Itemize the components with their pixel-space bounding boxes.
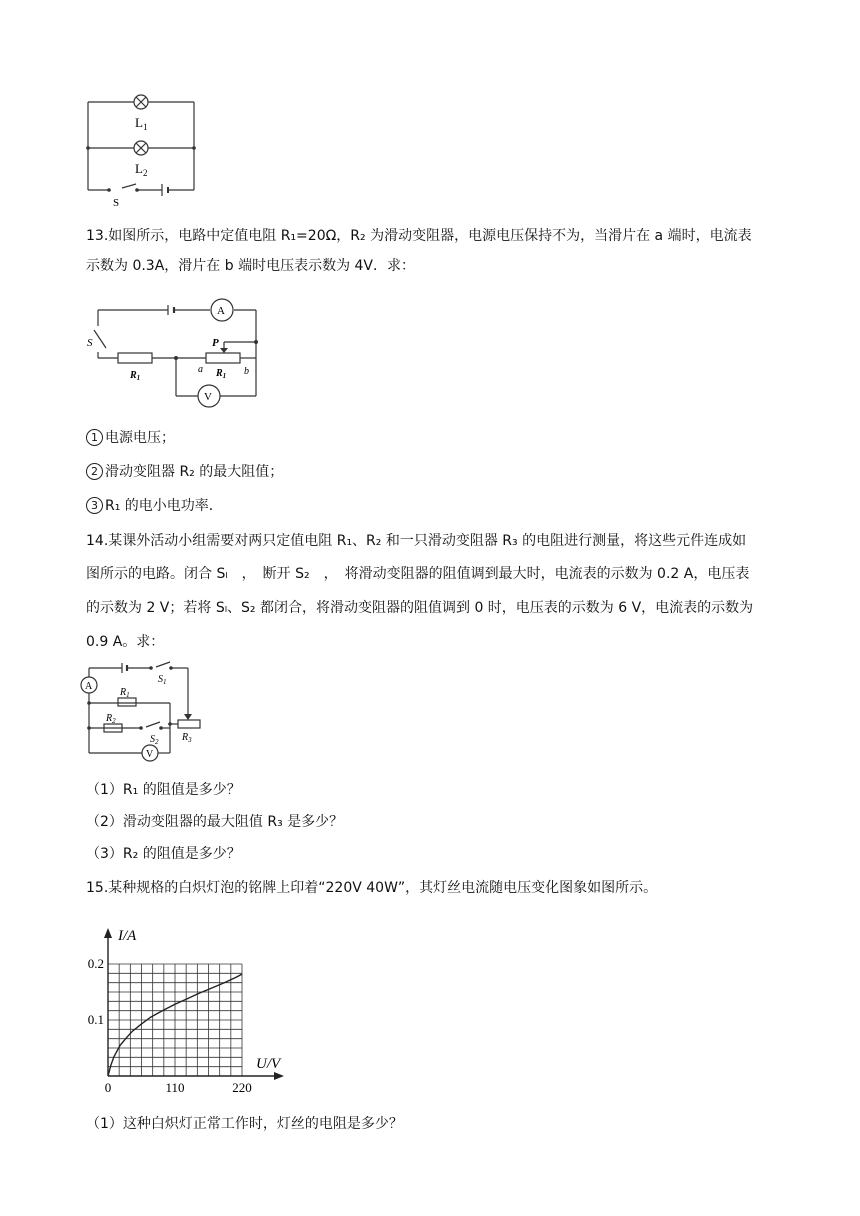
svg-text:R2: $R_2$ [106,713,116,725]
label-p: P [212,337,219,349]
label-s: S [113,197,120,209]
x-tick-label: 220 [232,1080,252,1094]
q13-item: 3 R₁ 的电小电功率． [86,496,786,516]
svg-text:R1: $R_1$ [120,687,130,699]
svg-text:A: A [85,681,93,692]
voltmeter-icon [142,745,158,761]
lamp-icon [134,95,148,109]
svg-text:L1: $L_1$ [135,115,148,132]
q14-item: （1）R₁ 的阻值是多少？ [86,782,241,798]
svg-text:A: A [217,305,225,317]
q14-text-line1: 14.某课外活动小组需要对两只定值电阻 R₁、R₂ 和一只滑动变阻器 R₃ 的电阻进行测量，将这些元件连成如 [86,533,747,549]
label-l2: L [135,161,143,176]
svg-text:V: V [204,391,212,403]
ammeter-icon [211,299,233,321]
label-r1: R [130,370,137,381]
q13-circuit-diagram [84,296,264,412]
svg-text:R1: $R_1$ [216,368,227,380]
q14-text-line4: 0.9 A。求： [86,634,165,650]
x-tick-label: 0 [104,1080,112,1094]
lamp-icon [134,141,148,155]
label-l1: L [135,115,143,130]
q14-circuit-diagram [80,658,230,768]
ammeter-icon [81,677,97,693]
q14-text-line3: 的示数为 2 V；若将 Sₗ、S₂ 都闭合，将滑动变阻器的阻值调到 0 时，电压表的示数为 6 V，电流表的示数为 [86,600,754,616]
svg-text:S2: $S_2$ [150,734,159,746]
q14-text-line2: 图所示的电路。闭合 Sₗ ， 断开 S₂ ， 将滑动变阻器的阻值调到最大时，电流表的示数为 0.2 A，电压表 [86,566,750,582]
label-s1: S [158,674,163,685]
q13-item: 2 滑动变阻器 R₂ 的最大阻值； [86,462,786,482]
label-a-end: a [198,364,203,375]
voltmeter-icon [198,385,220,407]
y-tick-label: 0.2 [87,956,104,971]
x-axis-arrow [274,1072,284,1080]
q15-text-line1: 15.某种规格的白炽灯泡的铭牌上印着“220V 40W”，其灯丝电流随电压变化图象如图所示。 [86,880,658,896]
svg-text:R1: $R_1$ [130,370,141,382]
iv-curve-chart [80,922,300,1094]
label-b-end: b [244,366,249,377]
label-r3: R [182,732,189,743]
q14-item: （3）R₂ 的阻值是多少？ [86,846,241,862]
x-axis-label: U/V [256,1056,281,1072]
parallel-lamp-circuit [80,90,210,210]
label-r1: R [120,687,127,698]
svg-text:R3: $R_3$ [182,732,192,744]
q13-text-line2: 示数为 0.3A，滑片在 b 端时电压表示数为 4V．求： [86,258,416,274]
label-r2: R [106,713,113,724]
label-s2: S [150,734,155,745]
y-axis-label: I/A [118,928,137,944]
q15-item: （1）这种白炽灯正常工作时，灯丝的电阻是多少？ [86,1116,403,1132]
y-tick-label: 0.1 [87,1012,104,1027]
svg-text:L2: $L_2$ [135,161,148,178]
q13-text-line1: 13.如图所示，电路中定值电阻 R₁=20Ω，R₂ 为滑动变阻器，电源电压保持不为，当滑片在 a 端时，电流表 [86,228,752,244]
q14-item: （2）滑动变阻器的最大阻值 R₃ 是多少？ [86,814,344,830]
x-tick-label: 110 [165,1080,185,1094]
svg-text:V: V [146,749,154,760]
q13-item: 1 电源电压； [86,428,786,448]
label-r-slider: R [216,368,223,379]
label-s: S [87,337,93,349]
svg-text:S1: $S_1$ [158,674,167,686]
y-axis-arrow [104,928,112,938]
